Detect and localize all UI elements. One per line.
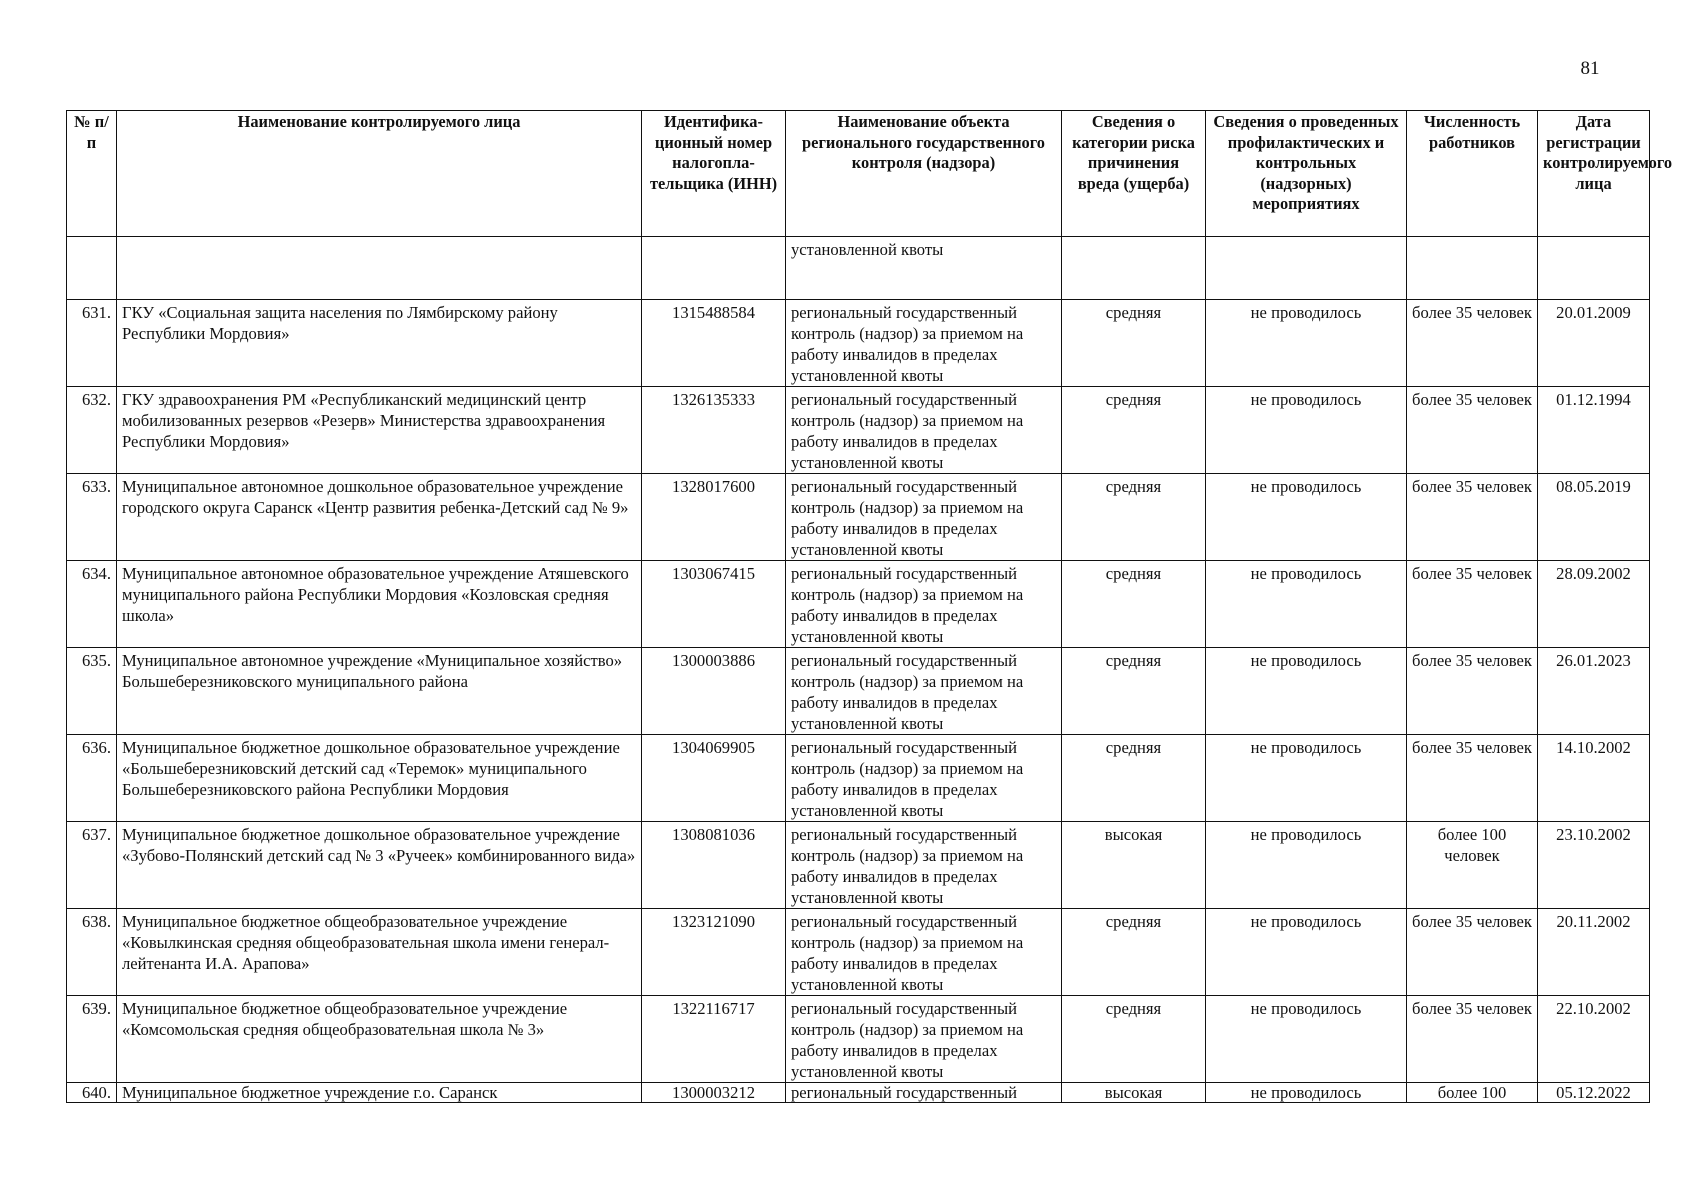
cell-num: 636. [67,735,117,822]
cell-object: региональный государственный контроль (надзор) за приемом на работу инвалидов в пределах установленной квоты [786,561,1062,648]
cell-num: 633. [67,474,117,561]
cell-num: 639. [67,996,117,1083]
header-prevention: Сведения о проведенных профилактических и контрольных (надзорных) мероприятиях [1206,111,1407,237]
cell-name: Муниципальное автономное учреждение «Муниципальное хозяйство» Большеберезниковского муниципального района [117,648,642,735]
table-row [67,909,1650,996]
cell-inn: 1315488584 [642,300,786,387]
cell-risk: средняя [1062,300,1206,387]
cell-date [1538,237,1650,300]
cell-object: региональный государственный контроль (надзор) за приемом на работу инвалидов в пределах установленной квоты [786,387,1062,474]
cell-risk: средняя [1062,387,1206,474]
cell-inn: 1300003886 [642,648,786,735]
cell-risk: высокая [1062,822,1206,909]
cell-date: 23.10.2002 [1538,822,1650,909]
cell-date: 26.01.2023 [1538,648,1650,735]
cell-object: региональный государственный контроль (надзор) за приемом на работу инвалидов в пределах установленной квоты [786,735,1062,822]
header-risk: Сведения о категории риска причинения вреда (ущерба) [1062,111,1206,237]
table-row [67,1083,1650,1103]
cell-staff: более 100 [1407,1083,1538,1103]
cell-risk: средняя [1062,648,1206,735]
table-row [67,474,1650,561]
cell-name: Муниципальное бюджетное дошкольное образовательное учреждение «Большеберезниковский детский сад «Теремок» муниципального Большеберезниковского района Республики Мордовия [117,735,642,822]
cell-num: 635. [67,648,117,735]
cell-num: 637. [67,822,117,909]
table-row-continued [67,237,1650,300]
cell-name: Муниципальное бюджетное общеобразовательное учреждение «Ковылкинская средняя общеобразовательная школа имени генерал-лейтенанта И.А. Арапова» [117,909,642,996]
cell-name: ГКУ здравоохранения РМ «Республиканский медицинский центр мобилизованных резервов «Резерв» Министерства здравоохранения Республики Мордовия» [117,387,642,474]
cell-risk: средняя [1062,735,1206,822]
cell-staff: более 35 человек [1407,648,1538,735]
cell-inn: 1300003212 [642,1083,786,1103]
cell-prevention [1206,237,1407,300]
cell-name: ГКУ «Социальная защита населения по Лямбирскому району Республики Мордовия» [117,300,642,387]
cell-staff: более 35 человек [1407,474,1538,561]
cell-name: Муниципальное бюджетное общеобразовательное учреждение «Комсомольская средняя общеобразовательная школа № 3» [117,996,642,1083]
cell-inn: 1326135333 [642,387,786,474]
cell-staff: более 35 человек [1407,735,1538,822]
cell-prevention: не проводилось [1206,996,1407,1083]
cell-risk: высокая [1062,1083,1206,1103]
cell-staff: более 35 человек [1407,909,1538,996]
cell-name: Муниципальное автономное образовательное учреждение Атяшевского муниципального района Республики Мордовия «Козловская средняя школа» [117,561,642,648]
cell-object: региональный государственный контроль (надзор) за приемом на работу инвалидов в пределах установленной квоты [786,474,1062,561]
cell-date: 22.10.2002 [1538,996,1650,1083]
table-row [67,822,1650,909]
cell-prevention: не проводилось [1206,1083,1407,1103]
cell-num: 634. [67,561,117,648]
cell-date: 05.12.2022 [1538,1083,1650,1103]
cell-risk: средняя [1062,996,1206,1083]
cell-staff: более 35 человек [1407,387,1538,474]
cell-object: региональный государственный контроль (надзор) за приемом на работу инвалидов в пределах установленной квоты [786,822,1062,909]
header-name: Наименование контролируемого лица [117,111,642,237]
cell-name: Муниципальное бюджетное дошкольное образовательное учреждение «Зубово-Полянский детский сад № 3 «Ручеек» комбинированного вида» [117,822,642,909]
cell-object: региональный государственный [786,1083,1062,1103]
cell-inn: 1322116717 [642,996,786,1083]
cell-name: Муниципальное автономное дошкольное образовательное учреждение городского округа Саранск «Центр развития ребенка-Детский сад № 9» [117,474,642,561]
cell-inn: 1304069905 [642,735,786,822]
cell-date: 14.10.2002 [1538,735,1650,822]
header-num: № п/п [67,111,117,237]
cell-prevention: не проводилось [1206,735,1407,822]
cell-prevention: не проводилось [1206,474,1407,561]
cell-prevention: не проводилось [1206,300,1407,387]
cell-inn: 1328017600 [642,474,786,561]
cell-risk [1062,237,1206,300]
cell-staff: более 35 человек [1407,561,1538,648]
cell-risk: средняя [1062,561,1206,648]
header-object: Наименование объекта регионального государственного контроля (надзора) [786,111,1062,237]
cell-object: региональный государственный контроль (надзор) за приемом на работу инвалидов в пределах установленной квоты [786,300,1062,387]
header-staff: Численность работников [1407,111,1538,237]
header-inn: Идентифика-ционный номер налогопла-тельщика (ИНН) [642,111,786,237]
cell-date: 01.12.1994 [1538,387,1650,474]
cell-risk: средняя [1062,909,1206,996]
cell-num: 640. [67,1083,117,1103]
cell-date: 20.01.2009 [1538,300,1650,387]
cell-num: 631. [67,300,117,387]
cell-object: установленной квоты [786,237,1062,300]
cell-prevention: не проводилось [1206,561,1407,648]
table-row [67,387,1650,474]
cell-staff [1407,237,1538,300]
cell-prevention: не проводилось [1206,909,1407,996]
cell-inn: 1323121090 [642,909,786,996]
table-row [67,735,1650,822]
cell-name [117,237,642,300]
table-row [67,648,1650,735]
cell-name: Муниципальное бюджетное учреждение г.о. Саранск [117,1083,642,1103]
table-row [67,996,1650,1083]
cell-num [67,237,117,300]
cell-object: региональный государственный контроль (надзор) за приемом на работу инвалидов в пределах установленной квоты [786,648,1062,735]
cell-object: региональный государственный контроль (надзор) за приемом на работу инвалидов в пределах установленной квоты [786,909,1062,996]
cell-num: 638. [67,909,117,996]
header-date: Дата регистрации контролируемого лица [1538,111,1650,237]
cell-staff: более 35 человек [1407,300,1538,387]
table-row [67,300,1650,387]
cell-inn [642,237,786,300]
cell-inn: 1303067415 [642,561,786,648]
cell-num: 632. [67,387,117,474]
cell-prevention: не проводилось [1206,387,1407,474]
cell-date: 20.11.2002 [1538,909,1650,996]
cell-prevention: не проводилось [1206,648,1407,735]
cell-date: 08.05.2019 [1538,474,1650,561]
cell-prevention: не проводилось [1206,822,1407,909]
cell-date: 28.09.2002 [1538,561,1650,648]
table-row [67,561,1650,648]
cell-staff: более 35 человек [1407,996,1538,1083]
cell-inn: 1308081036 [642,822,786,909]
cell-risk: средняя [1062,474,1206,561]
registry-table [66,110,1673,1103]
table-header [67,111,1673,237]
page-number: 81 [1580,58,1600,79]
cell-staff: более 100 человек [1407,822,1538,909]
cell-object: региональный государственный контроль (надзор) за приемом на работу инвалидов в пределах установленной квоты [786,996,1062,1083]
